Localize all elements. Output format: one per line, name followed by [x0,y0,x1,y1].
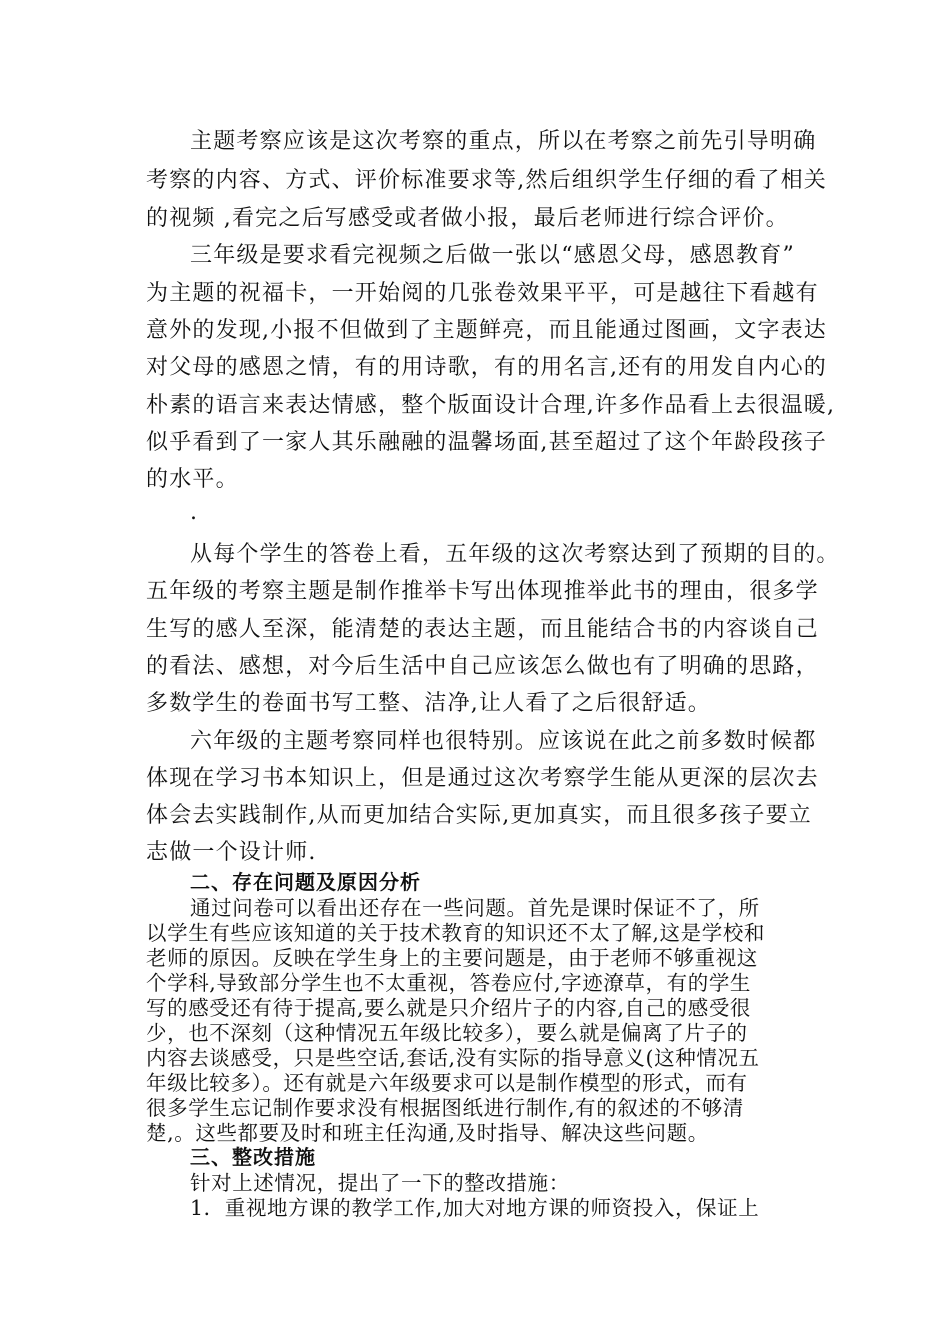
text-line: 少，也不深刻（这种情况五年级比较多），要么就是偏离了片子的 [146,1021,748,1045]
section-heading: 三、整改措施 [190,1145,316,1169]
text-line: 楚,。这些都要及时和班主任沟通,及时指导、解决这些问题。 [146,1121,709,1145]
text-line: 生写的感人至深，能清楚的表达主题，而且能结合书的内容谈自己 [146,617,819,642]
text-line: 针对上述情况，提出了一下的整改措施： [190,1171,570,1195]
text-line: 从每个学生的答卷上看，五年级的这次考察达到了预期的目的。 [190,542,840,567]
text-line: 体现在学习书本知识上，但是通过这次考察学生能从更深的层次去 [146,766,819,791]
text-line: 的水平。 [146,467,239,492]
text-line: 似乎看到了一家人其乐融融的温馨场面,甚至超过了这个年龄段孩子 [146,430,827,455]
text-line: 主题考察应该是这次考察的重点，所以在考察之前先引导明确 [190,129,817,154]
dot-mark: . [190,500,199,525]
text-line: 以学生有些应该知道的关于技术教育的知识还不太了解,这是学校和 [146,921,766,945]
text-line: 年级比较多）。还有就是六年级要求可以是制作模型的形式，而有 [146,1071,748,1095]
text-line: 三年级是要求看完视频之后做一张以“感恩父母，感恩教育” [190,243,795,268]
text-line: 多数学生的卷面书写工整、洁净,让人看了之后很舒适。 [146,691,711,716]
text-line: 体会去实践制作,从而更加结合实际,更加真实，而且很多孩子要立 [146,803,812,828]
text-line: 为主题的祝福卡，一开始阅的几张卷效果平平，可是越往下看越有 [146,281,819,306]
text-line: 个学科,导致部分学生也不太重视，答卷应付,字迹潦草，有的学生 [146,971,752,995]
text-line: 意外的发现,小报不但做到了主题鲜亮，而且能通过图画，文字表达 [146,318,827,343]
section-heading: 二、存在问题及原因分析 [190,870,421,894]
text-line: 的看法、感想，对今后生活中自己应该怎么做也有了明确的思路， [146,654,819,679]
text-line: 朴素的语言来表达情感，整个版面设计合理,许多作品看上去很温暖, [146,393,836,418]
text-line: 考察的内容、方式、评价标准要求等,然后组织学生仔细的看了相关 [146,168,827,193]
text-line: 内容去谈感受，只是些空话,套话,没有实际的指导意义(这种情况五 [146,1046,760,1070]
text-line: 老师的原因。反映在学生身上的主要问题是，由于老师不够重视这 [146,946,758,970]
text-line: 写的感受还有待于提高,要么就是只介绍片子的内容,自己的感受很 [146,996,752,1020]
text-line: 通过问卷可以看出还存在一些问题。首先是课时保证不了，所 [190,896,760,920]
text-line: 的视频 ,看完之后写感受或者做小报，最后老师进行综合评价。 [146,206,789,231]
text-line: 六年级的主题考察同样也很特别。应该说在此之前多数时候都 [190,729,817,754]
text-line: 对父母的感恩之情，有的用诗歌，有的用名言,还有的用发自内心的 [146,355,827,380]
text-line: 志做一个设计师. [146,840,317,865]
text-line: 很多学生忘记制作要求没有根据图纸进行制作,有的叙述的不够清 [146,1096,744,1120]
text-line: 1．重视地方课的教学工作,加大对地方课的师资投入，保证上 [190,1196,760,1220]
text-line: 五年级的考察主题是制作推举卡写出体现推举此书的理由，很多学 [146,579,819,604]
